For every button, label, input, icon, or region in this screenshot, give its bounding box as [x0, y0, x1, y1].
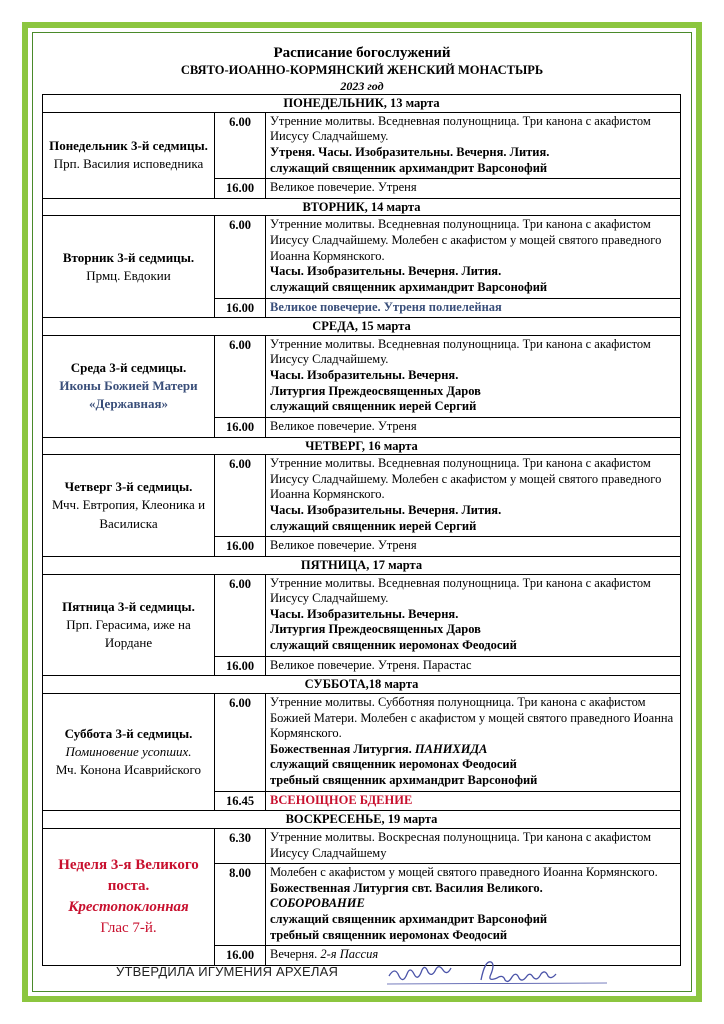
service-line: Утреня. Часы. Изобразительны. Вечерня. Лития.	[270, 144, 550, 159]
service-line: Молебен с акафистом у мощей святого праведного Иоанна Кормянского.	[270, 865, 658, 880]
service-line: Великое повечерие. Утреня полиелейная	[270, 299, 502, 314]
service-time: 6.00	[215, 693, 266, 791]
service-line: Великое повечерие. Утреня	[270, 538, 417, 553]
service-time: 8.00	[215, 864, 266, 946]
approval-text: УТВЕРДИЛА ИГУМЕНИЯ АРХЕЛАЯ	[116, 964, 339, 979]
service-line: Утренние молитвы. Вседневная полунощница. Три канона с акафистом Иисусу Сладчайшему. Молебен с акафистом у мощей святого праведного Иоанна Кормянского.	[270, 456, 662, 502]
service-line-segment: 2-я Пассия	[320, 947, 379, 962]
service-time: 6.00	[215, 216, 266, 298]
service-row	[43, 216, 681, 298]
day-description-line: Глас 7-й.	[100, 919, 157, 936]
service-description	[266, 537, 681, 557]
service-description	[266, 864, 681, 946]
service-description	[266, 335, 681, 417]
monastery-name: СВЯТО-ИОАННО-КОРМЯНСКИЙ ЖЕНСКИЙ МОНАСТЫРЬ	[180, 63, 544, 77]
service-line: служащий священник архимандрит Варсонофий	[270, 279, 548, 294]
day-header-row	[43, 318, 681, 336]
service-line	[270, 742, 676, 758]
day-description-line: Прп. Василия исповедника	[53, 156, 204, 172]
service-row	[43, 574, 681, 656]
day-description	[43, 455, 215, 557]
day-description-line: Мч. Конона Исаврийского	[55, 762, 202, 778]
service-description	[266, 455, 681, 537]
day-description	[43, 574, 215, 676]
day-header: ПОНЕДЕЛЬНИК, 13 марта	[43, 95, 681, 113]
service-time: 6.00	[215, 574, 266, 656]
day-description	[43, 693, 215, 810]
service-line: служащий священник архимандрит Варсонофий	[270, 912, 548, 926]
service-description	[266, 298, 681, 318]
day-description-line: Вторник 3-й седмицы.	[62, 249, 195, 265]
service-line: ВСЕНОЩНОЕ БДЕНИЕ	[270, 792, 413, 807]
day-description-line: Четверг 3-й седмицы.	[64, 479, 193, 495]
day-description	[43, 112, 215, 198]
service-line: Великое повечерие. Утреня	[270, 418, 417, 433]
service-row	[43, 335, 681, 417]
service-time: 16.00	[215, 537, 266, 557]
day-header: ПЯТНИЦА, 17 марта	[43, 556, 681, 574]
service-row	[43, 828, 681, 863]
service-line: Божественная Литургия свт. Василия Великого.	[270, 880, 543, 895]
service-line: Утренние молитвы. Субботняя полунощница. Три канона с акафистом Божией Матери. Молебен с акафистом у мощей святого праведного Иоанна Кормянского.	[270, 694, 674, 741]
service-time: 16.00	[215, 656, 266, 676]
service-description	[266, 179, 681, 199]
service-time: 6.00	[215, 112, 266, 179]
day-description-line: Неделя 3-я Великого поста.	[58, 856, 199, 894]
service-time: 6.30	[215, 828, 266, 863]
service-description	[266, 216, 681, 298]
service-description	[266, 693, 681, 791]
service-line: Утренние молитвы. Вседневная полунощница. Три канона с акафистом Иисусу Сладчайшему. Молебен с акафистом у мощей святого праведного Иоанна Кормянского.	[270, 217, 662, 263]
day-header-row	[43, 811, 681, 829]
day-description-line: Крестопоклонная	[68, 898, 189, 915]
footer	[0, 960, 724, 990]
service-description	[266, 656, 681, 676]
service-line: служащий священник иеромонах Феодосий	[270, 638, 517, 652]
service-description	[266, 112, 681, 179]
day-description-line: Суббота 3-й седмицы.	[64, 725, 193, 741]
service-description	[266, 574, 681, 656]
day-header-row	[43, 95, 681, 113]
service-line: Часы. Изобразительны. Вечерня.	[270, 368, 459, 382]
service-time: 16.00	[215, 946, 266, 966]
service-line: служащий священник иеромонах Феодосий	[270, 757, 517, 772]
service-time: 16.00	[215, 417, 266, 437]
day-description	[43, 828, 215, 965]
service-line: Великое повечерие. Утреня. Парастас	[270, 657, 472, 672]
day-header-row	[43, 437, 681, 455]
service-line: Часы. Изобразительны. Вечерня. Лития.	[270, 264, 502, 279]
service-description	[266, 417, 681, 437]
service-description	[266, 791, 681, 811]
schedule-year: 2023 год	[340, 79, 384, 93]
service-line-segment: Вечерня.	[270, 947, 321, 962]
service-line: Утренние молитвы. Вседневная полунощница. Три канона с акафистом Иисусу Сладчайшему.	[270, 113, 651, 144]
service-time: 6.00	[215, 335, 266, 417]
signature	[385, 956, 615, 990]
service-time: 16.00	[215, 298, 266, 318]
day-description-line: Прп. Герасима, иже на Иордане	[66, 616, 191, 650]
day-description-line: Понедельник 3-й седмицы.	[49, 138, 208, 153]
service-row	[43, 112, 681, 179]
service-line: требный священник архимандрит Варсонофий	[270, 773, 538, 787]
service-line-segment: Божественная Литургия.	[270, 741, 415, 756]
service-line-segment: ПАНИХИДА	[414, 741, 488, 756]
day-description-line: Пятница 3-й седмицы.	[62, 598, 195, 614]
day-description-line: Среда 3-й седмицы.	[70, 359, 187, 375]
service-line: Литургия Преждеосвященных Даров	[270, 383, 481, 398]
service-line: требный священник иеромонах Феодосий	[270, 927, 508, 942]
day-description-line: Прмц. Евдокии	[86, 267, 171, 283]
day-description-line: Поминовение усопших.	[65, 743, 192, 759]
day-header: СУББОТА,18 марта	[43, 676, 681, 694]
service-line: Часы. Изобразительны. Вечерня. Лития.	[270, 503, 502, 517]
service-time: 16.00	[215, 179, 266, 199]
day-description-line: Иконы Божией Матери «Державная»	[59, 378, 198, 412]
day-header: ВТОРНИК, 14 марта	[43, 198, 681, 216]
day-description	[43, 335, 215, 437]
day-header-row	[43, 556, 681, 574]
schedule-table	[42, 94, 681, 966]
service-line: Утренние молитвы. Вседневная полунощница. Три канона с акафистом Иисусу Сладчайшему.	[270, 336, 651, 367]
service-line: Великое повечерие. Утреня	[270, 180, 417, 195]
day-description	[43, 216, 215, 318]
day-description-line: Мчч. Евтропия, Клеоника и Василиска	[51, 497, 206, 531]
schedule-title: Расписание богослужений	[273, 45, 451, 61]
service-description	[266, 828, 681, 863]
day-header: ЧЕТВЕРГ, 16 марта	[43, 437, 681, 455]
service-line: СОБОРОВАНИЕ	[270, 896, 365, 911]
service-line: служащий священник иерей Сергий	[270, 518, 477, 533]
service-line: Утренние молитвы. Воскресная полунощница. Три канона с акафистом Иисусу Сладчайшему	[270, 829, 652, 860]
service-line: Литургия Преждеосвященных Даров	[270, 622, 481, 637]
service-line: служащий священник иерей Сергий	[270, 399, 477, 414]
service-time: 6.00	[215, 455, 266, 537]
service-line: Часы. Изобразительны. Вечерня.	[270, 606, 459, 621]
day-header: ВОСКРЕСЕНЬЕ, 19 марта	[43, 811, 681, 829]
service-row	[43, 693, 681, 791]
day-header-row	[43, 676, 681, 694]
service-line: Утренние молитвы. Вседневная полунощница. Три канона с акафистом Иисусу Сладчайшему.	[270, 575, 651, 606]
service-time: 16.45	[215, 791, 266, 811]
day-header-row	[43, 198, 681, 216]
day-header: СРЕДА, 15 марта	[43, 318, 681, 336]
service-line: служащий священник архимандрит Варсонофий	[270, 160, 548, 175]
service-row	[43, 455, 681, 537]
